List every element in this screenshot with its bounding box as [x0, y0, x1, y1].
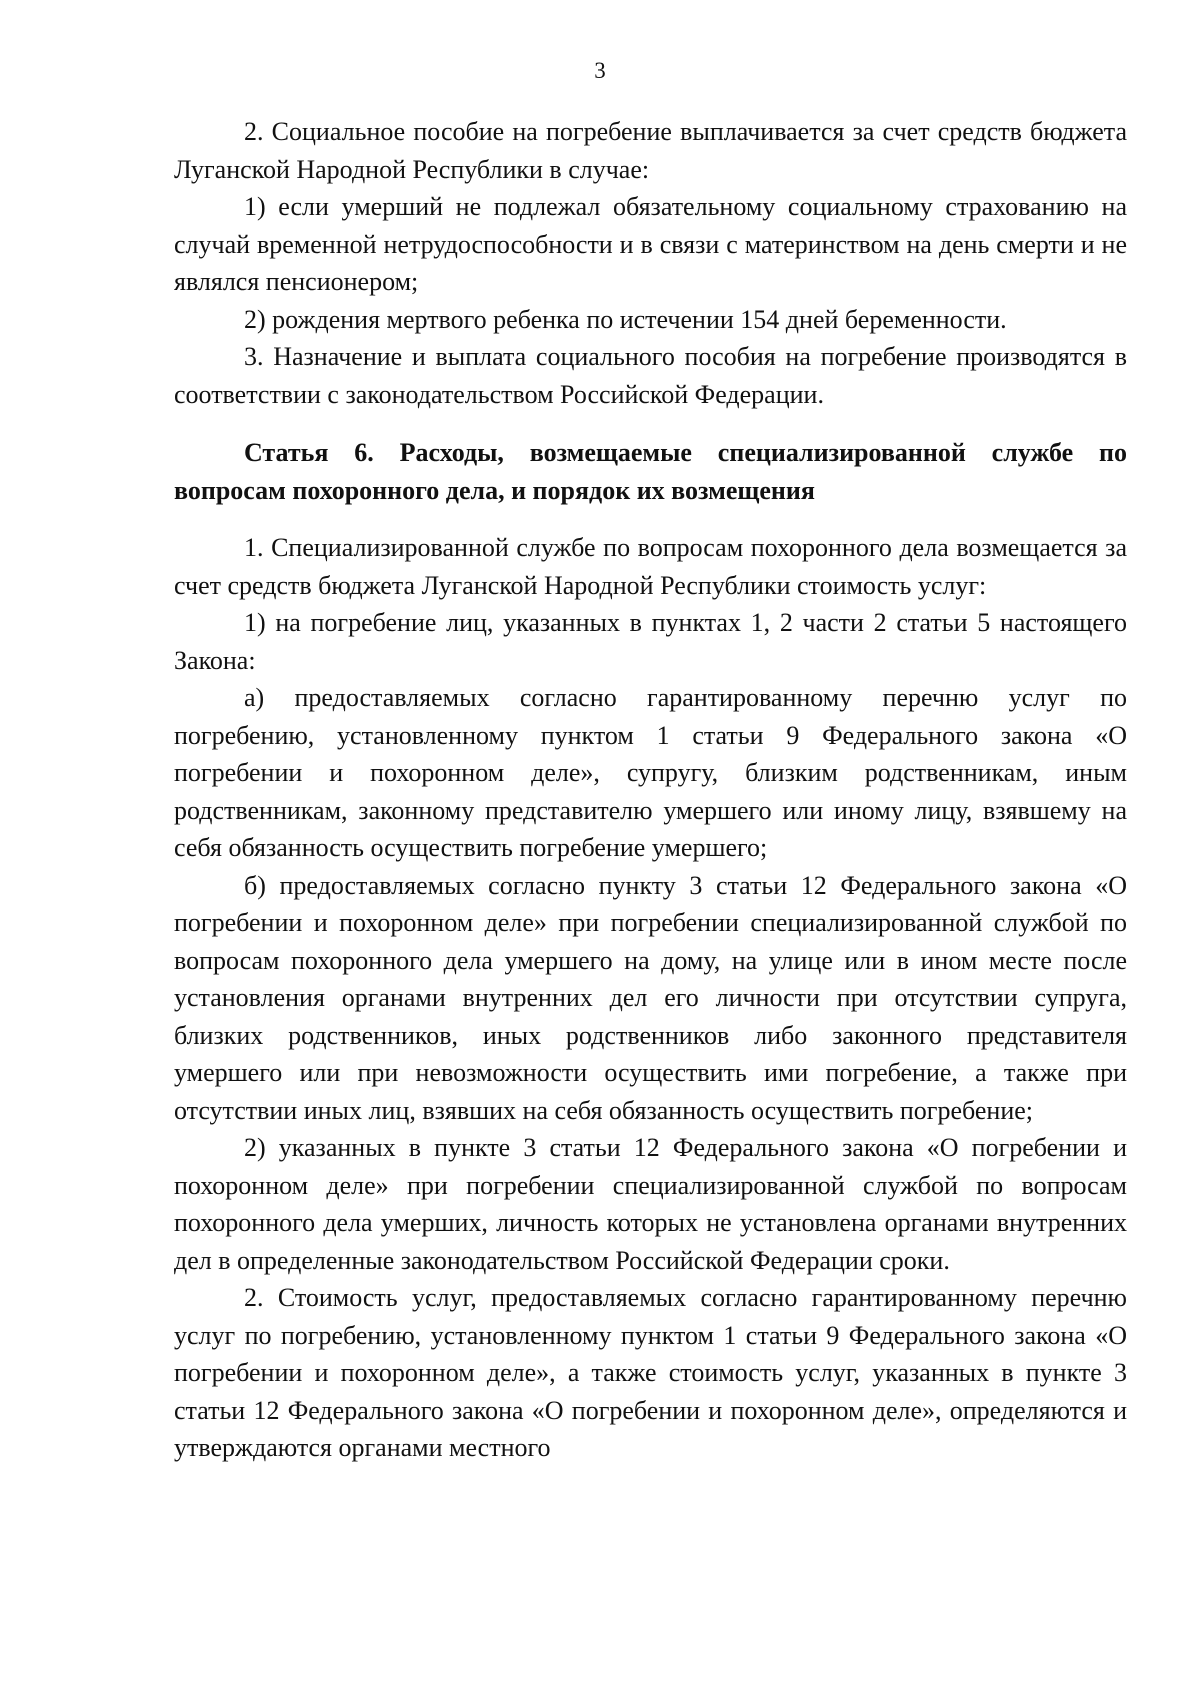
paragraph-3-assignment: 3. Назначение и выплата социального пособия на погребение производятся в соответствии с законодательством Российской Федерации. — [174, 342, 1127, 409]
article-6-item-2: 2) указанных в пункте 3 статьи 12 Федерального закона «О погребении и похоронном деле» при погребении специализированной службой по вопросам похоронного дела умерших, личность которых не установлена органами внутренних дел в определенные законодательством Российской Федерации сроки. — [174, 1133, 1127, 1275]
paragraph-2-social-benefit: 2. Социальное пособие на погребение выплачивается за счет средств бюджета Луганской Народной Республики в случае: — [174, 117, 1127, 184]
article-6-heading: Статья 6. Расходы, возмещаемые специализированной службе по вопросам похоронного дела, и порядок их возмещения — [174, 438, 1127, 505]
paragraph-2-item-1: 1) если умерший не подлежал обязательному социальному страхованию на случай временной нетрудоспособности и в связи с материнством на день смерти и не являлся пенсионером; — [174, 192, 1127, 296]
article-6-paragraph-2: 2. Стоимость услуг, предоставляемых согласно гарантированному перечню услуг по погребению, установленному пунктом 1 статьи 9 Федерального закона «О погребении и похоронном деле», а также стоимость услуг, указанных в пункте 3 статьи 12 Федерального закона «О погребении и похоронном деле», определяются и утверждаются органами местного — [174, 1283, 1127, 1462]
document-body — [174, 113, 1127, 1467]
article-6-item-1a: а) предоставляемых согласно гарантированному перечню услуг по погребению, установленному пунктом 1 статьи 9 Федерального закона «О погребении и похоронном деле», супругу, близким родственникам, иным родственникам, законному представителю умершего или иному лицу, взявшему на себя обязанность осуществить погребение умершего; — [174, 683, 1127, 862]
article-6-paragraph-1: 1. Специализированной службе по вопросам похоронного дела возмещается за счет средств бюджета Луганской Народной Республики стоимость услуг: — [174, 533, 1127, 600]
article-6-item-1b: б) предоставляемых согласно пункту 3 статьи 12 Федерального закона «О погребении и похоронном деле» при погребении специализированной службой по вопросам похоронного дела умершего на дому, на улице или в ином месте после установления органами внутренних дел его личности при отсутствии супруга, близких родственников, иных родственников либо законного представителя умершего или при невозможности осуществить ими погребение, а также при отсутствии иных лиц, взявших на себя обязанность осуществить погребение; — [174, 870, 1127, 1125]
article-6-item-1: 1) на погребение лиц, указанных в пунктах 1, 2 части 2 статьи 5 настоящего Закона: — [174, 608, 1127, 675]
page-number: 3 — [594, 58, 606, 83]
paragraph-2-item-2: 2) рождения мертвого ребенка по истечении 154 дней беременности. — [244, 304, 1007, 334]
